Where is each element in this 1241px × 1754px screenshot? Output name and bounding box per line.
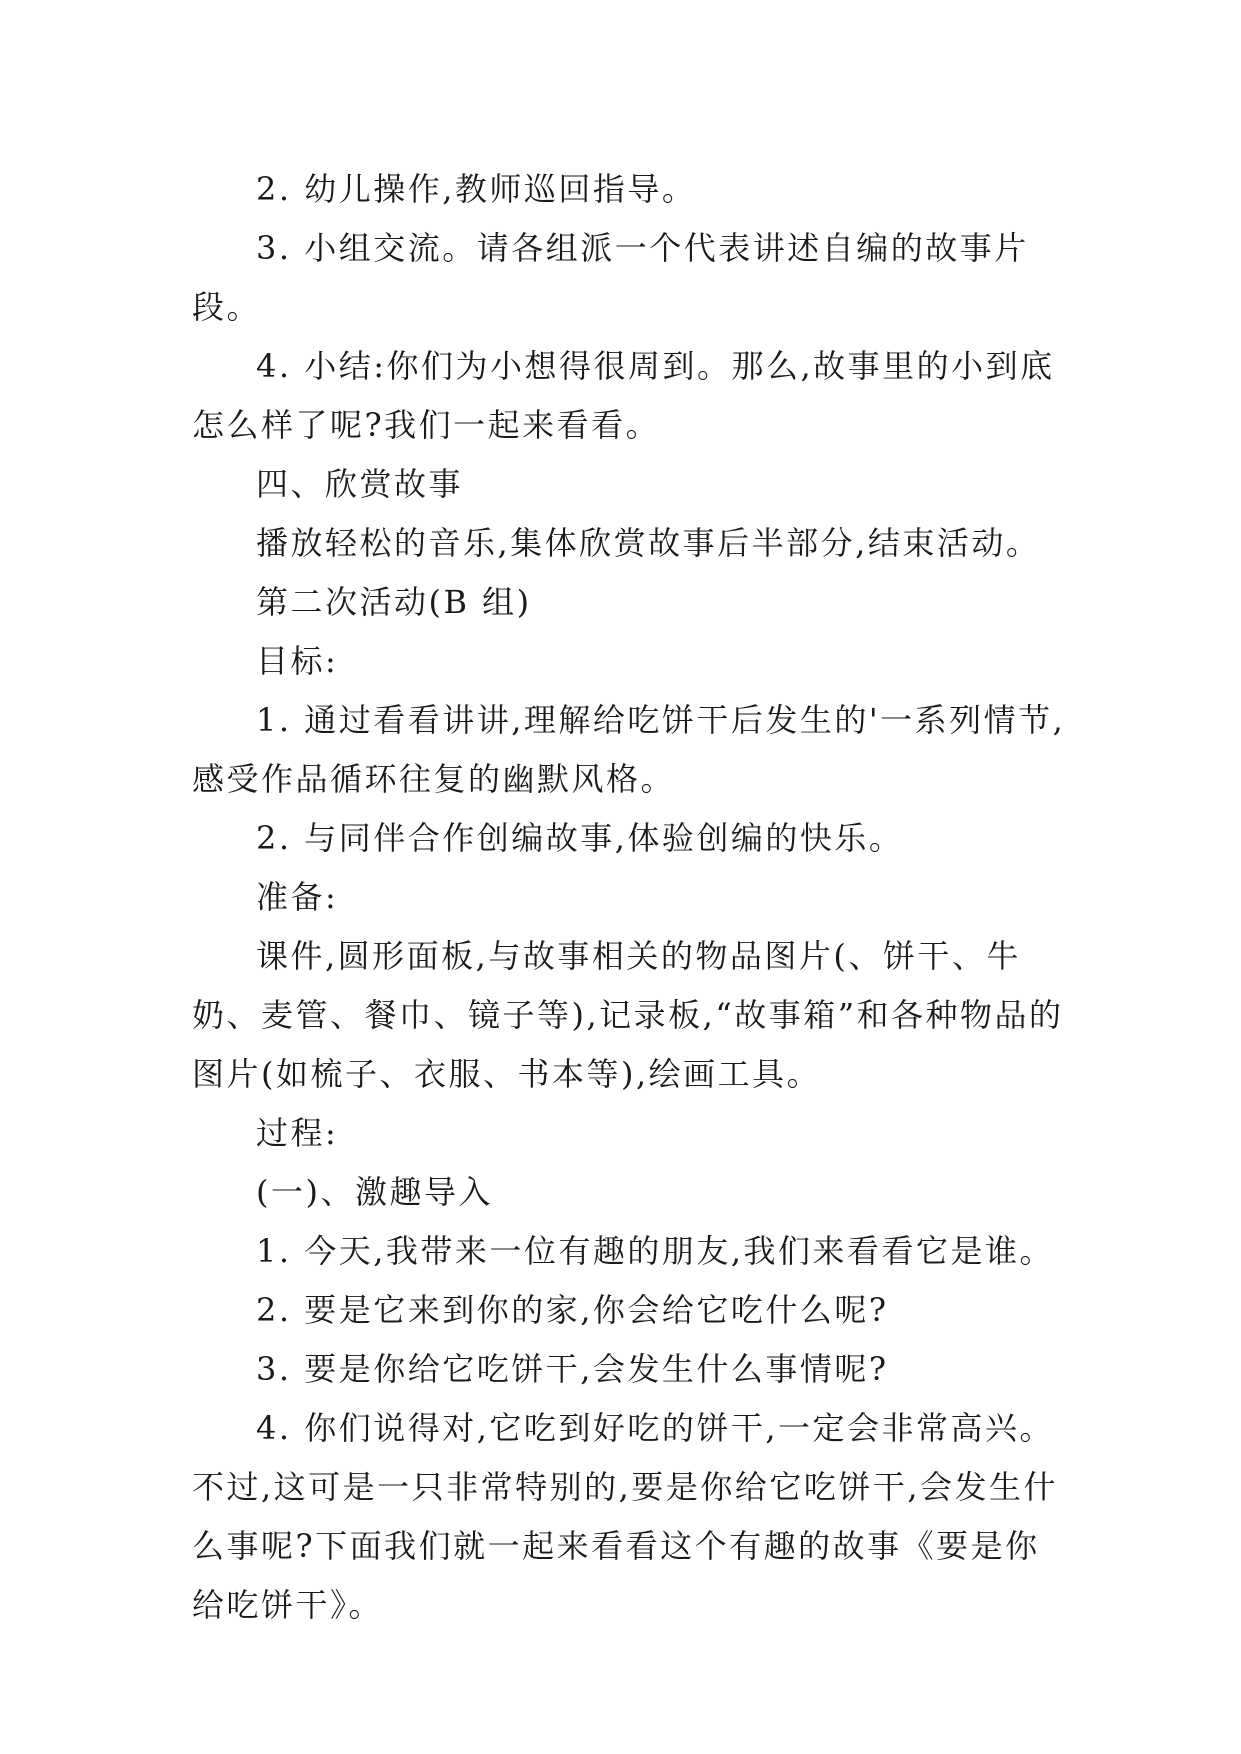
section-heading-second-activity: 第二次活动(B 组)	[256, 583, 532, 621]
paragraph-intro-4: 4. 你们说得对,它吃到好吃的饼干,一定会非常高兴。不过,这可是一只非常特别的,要是你给它吃饼干,会发生什么事呢?下面我们就一起来看看这个有趣的故事《要是你给吃饼干》。	[192, 1409, 1059, 1624]
label-preparation: 准备:	[256, 878, 339, 916]
paragraph-materials: 课件,圆形面板,与故事相关的物品图片(、饼干、牛奶、麦管、餐巾、镜子等),记录板,“故事箱”和各种物品的图片(如梳子、衣服、书本等),绘画工具。	[192, 937, 1064, 1093]
label-process: 过程:	[256, 1114, 339, 1152]
document-body	[192, 160, 1072, 1635]
paragraph-intro-3: 3. 要是你给它吃饼干,会发生什么事情呢?	[256, 1350, 889, 1388]
paragraph-goal-2: 2. 与同伴合作创编故事,体验创编的快乐。	[256, 819, 904, 857]
paragraph-goal-1: 1. 通过看看讲讲,理解给吃饼干后发生的'一系列情节,感受作品循环往复的幽默风格。	[192, 701, 1066, 798]
paragraph-intro-1: 1. 今天,我带来一位有趣的朋友,我们来看看它是谁。	[256, 1232, 1055, 1270]
paragraph-intro-2: 2. 要是它来到你的家,你会给它吃什么呢?	[256, 1291, 889, 1329]
label-goals: 目标:	[256, 642, 339, 680]
section-heading-enjoy-story: 四、欣赏故事	[256, 465, 464, 503]
paragraph-step-3-exchange: 3. 小组交流。请各组派一个代表讲述自编的故事片段。	[192, 229, 1029, 326]
paragraph-play-music: 播放轻松的音乐,集体欣赏故事后半部分,结束活动。	[256, 524, 1041, 562]
section-heading-intro: (一)、激趣导入	[256, 1173, 493, 1211]
paragraph-step-4-summary: 4. 小结:你们为小想得很周到。那么,故事里的小到底怎么样了呢?我们一起来看看。	[192, 347, 1055, 444]
paragraph-step-2-operate: 2. 幼儿操作,教师巡回指导。	[256, 170, 697, 208]
